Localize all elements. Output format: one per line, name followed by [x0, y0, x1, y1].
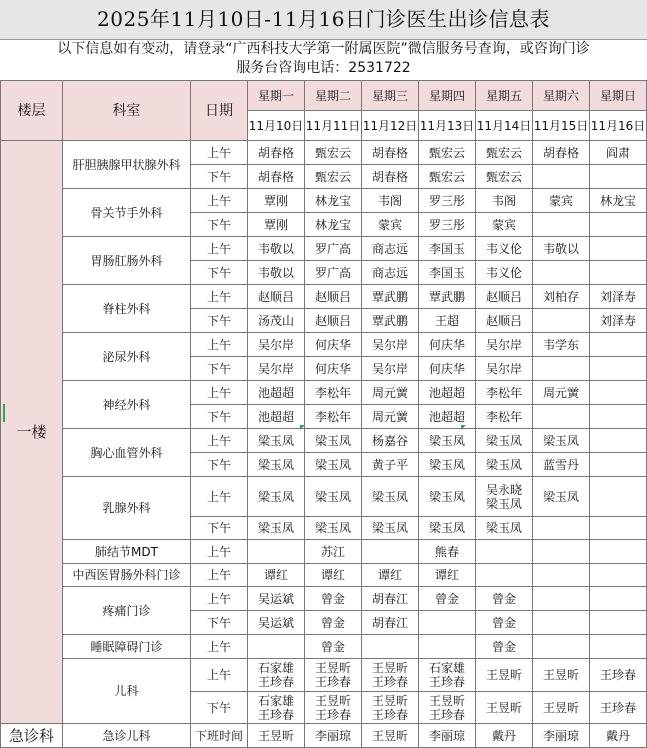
- doctor-cell: 吴尔岸: [476, 333, 533, 357]
- doctor-cell: 吴尔岸: [476, 357, 533, 381]
- table-row: [1, 635, 647, 659]
- doctor-cell: 黄子平: [362, 453, 419, 477]
- doctor-cell: 周元黉: [362, 381, 419, 405]
- doctor-cell: 吴尔岸: [248, 357, 305, 381]
- table-row: [1, 724, 647, 748]
- doctor-cell: 李丽琼: [533, 724, 590, 748]
- doctor-cell: 梁玉凤: [533, 429, 590, 453]
- doctor-cell: [248, 692, 305, 724]
- table-row: [1, 285, 647, 309]
- doctor-cell: 曾金: [305, 611, 362, 635]
- doctor-cell: 梁玉凤: [248, 429, 305, 453]
- period-label: 上午: [191, 141, 248, 165]
- doctor-cell: 蒙宾: [476, 213, 533, 237]
- doctor-cell: 赵顺吕: [305, 309, 362, 333]
- table-row: [1, 141, 647, 165]
- doctor-cell: [248, 540, 305, 564]
- doctor-cell: [590, 453, 647, 477]
- doctor-name: 王昱昕: [371, 661, 408, 675]
- doctor-cell: [590, 540, 647, 564]
- doctor-cell: 李松年: [476, 381, 533, 405]
- doctor-cell: 熊春: [419, 540, 476, 564]
- doctor-cell: [533, 540, 590, 564]
- doctor-cell: 曾金: [476, 611, 533, 635]
- doctor-cell: [533, 635, 590, 659]
- doctor-name: 王珍春: [314, 707, 351, 722]
- header-date-cell: 11月10日: [248, 111, 305, 141]
- period-label: 上午: [191, 189, 248, 213]
- doctor-cell: [533, 405, 590, 429]
- doctor-cell: 吴尔岸: [362, 357, 419, 381]
- doctor-cell: 梁玉凤: [419, 453, 476, 477]
- dept-name: 胃肠肛肠外科: [63, 237, 191, 285]
- doctor-cell: 曾金: [419, 587, 476, 611]
- doctor-cell: 韦阁: [476, 189, 533, 213]
- doctor-cell: 韦义伦: [476, 237, 533, 261]
- doctor-cell: 梁玉凤: [362, 477, 419, 517]
- period-label: 上午: [191, 333, 248, 357]
- doctor-cell: 梁玉凤: [476, 429, 533, 453]
- period-label: 上午: [191, 381, 248, 405]
- doctor-cell: 戴丹: [590, 724, 647, 748]
- doctor-cell: [476, 477, 533, 517]
- doctor-cell: 池超超: [419, 405, 476, 429]
- doctor-cell: [590, 357, 647, 381]
- doctor-cell: 梁玉凤: [362, 517, 419, 540]
- doctor-cell: 甄宏云: [476, 141, 533, 165]
- table-row: [1, 587, 647, 611]
- doctor-cell: 池超超: [419, 381, 476, 405]
- doctor-cell: 韦敬以: [248, 261, 305, 285]
- doctor-name: 王珍春: [314, 675, 351, 689]
- doctor-cell: 覃刚: [248, 189, 305, 213]
- doctor-cell: [533, 309, 590, 333]
- doctor-cell: [362, 692, 419, 724]
- doctor-name: 石家雄: [257, 661, 294, 675]
- doctor-cell: [419, 635, 476, 659]
- doctor-cell: 韦敬以: [248, 237, 305, 261]
- period-label: 下午: [191, 611, 248, 635]
- doctor-cell: 胡春格: [248, 165, 305, 189]
- doctor-cell: 胡春格: [248, 141, 305, 165]
- doctor-cell: 罗三彤: [419, 189, 476, 213]
- dept-name: 胸心血管外科: [63, 429, 191, 477]
- doctor-cell: 王珍春: [590, 692, 647, 724]
- doctor-cell: 商志远: [362, 261, 419, 285]
- doctor-cell: 林龙宝: [590, 189, 647, 213]
- table-row: [1, 564, 647, 587]
- doctor-cell: [533, 261, 590, 285]
- header-weekday: 星期日: [590, 81, 647, 111]
- dept-name: 儿科: [63, 659, 191, 724]
- doctor-cell: [590, 587, 647, 611]
- doctor-name: 王珍春: [371, 675, 408, 689]
- header-date-cell: 11月14日: [476, 111, 533, 141]
- doctor-cell: 梁玉凤: [476, 517, 533, 540]
- cell-comment-marker: [461, 425, 466, 430]
- header-date-cell: 11月13日: [419, 111, 476, 141]
- header-date-cell: 11月12日: [362, 111, 419, 141]
- doctor-cell: 蓝雪丹: [533, 453, 590, 477]
- doctor-name: 石家雄: [257, 693, 294, 708]
- period-label: 上午: [191, 477, 248, 517]
- period-label: 上午: [191, 635, 248, 659]
- doctor-cell: [419, 692, 476, 724]
- doctor-cell: 李松年: [476, 405, 533, 429]
- header-date-cell: 11月11日: [305, 111, 362, 141]
- doctor-cell: 商志远: [362, 237, 419, 261]
- doctor-cell: [248, 659, 305, 692]
- doctor-cell: [419, 611, 476, 635]
- doctor-cell: 谭红: [419, 564, 476, 587]
- doctor-cell: 甄宏云: [305, 141, 362, 165]
- doctor-cell: 曾金: [305, 635, 362, 659]
- doctor-name: 王珍春: [257, 675, 294, 689]
- doctor-cell: 梁玉凤: [248, 453, 305, 477]
- header-weekday: 星期五: [476, 81, 533, 111]
- doctor-cell: 谭红: [305, 564, 362, 587]
- header-date: 日期: [191, 81, 248, 141]
- doctor-cell: 王昱昕: [476, 659, 533, 692]
- doctor-cell: 梁玉凤: [419, 517, 476, 540]
- dept-name: 脊柱外科: [63, 285, 191, 333]
- table-row: [1, 189, 647, 213]
- doctor-cell: [590, 517, 647, 540]
- doctor-name: 王珍春: [428, 707, 465, 722]
- doctor-cell: [590, 165, 647, 189]
- doctor-cell: 甄宏云: [476, 165, 533, 189]
- period-label: 下午: [191, 453, 248, 477]
- doctor-cell: 李松年: [305, 381, 362, 405]
- doctor-cell: 甄宏云: [419, 165, 476, 189]
- doctor-cell: 池超超: [248, 405, 305, 429]
- dept-name: 骨关节手外科: [63, 189, 191, 237]
- period-label: 上午: [191, 429, 248, 453]
- doctor-name: 吴永晓: [485, 482, 522, 497]
- doctor-cell: 罗广高: [305, 261, 362, 285]
- doctor-cell: [419, 659, 476, 692]
- doctor-cell: 刘柏存: [533, 285, 590, 309]
- header-floor: 楼层: [1, 81, 63, 141]
- doctor-cell: [590, 611, 647, 635]
- doctor-cell: 王昱昕: [533, 659, 590, 692]
- doctor-cell: [476, 564, 533, 587]
- doctor-cell: [590, 213, 647, 237]
- page-title: 2025年11月10日-11月16日门诊医生出诊信息表: [0, 0, 647, 40]
- doctor-cell: 梁玉凤: [419, 429, 476, 453]
- dept-name: 肺结节MDT: [63, 540, 191, 564]
- period-label: 下午: [191, 261, 248, 285]
- doctor-name: 王珍春: [257, 707, 294, 722]
- table-row: [1, 659, 647, 692]
- header-date-cell: 11月15日: [533, 111, 590, 141]
- doctor-cell: 梁玉凤: [305, 429, 362, 453]
- table-row: [1, 477, 647, 517]
- doctor-name: 王昱昕: [371, 693, 408, 708]
- header-date-cell: 11月16日: [590, 111, 647, 141]
- doctor-cell: 谭红: [248, 564, 305, 587]
- doctor-cell: 汤茂山: [248, 309, 305, 333]
- doctor-name: 王昱昕: [314, 693, 351, 708]
- header-dept: 科室: [63, 81, 191, 141]
- doctor-cell: [533, 213, 590, 237]
- doctor-cell: [305, 692, 362, 724]
- doctor-cell: 曾金: [476, 587, 533, 611]
- dept-name: 乳腺外科: [63, 477, 191, 540]
- doctor-cell: 刘泽寿: [590, 285, 647, 309]
- doctor-cell: 韦敬以: [533, 237, 590, 261]
- doctor-cell: [476, 540, 533, 564]
- doctor-cell: 王昱昕: [362, 724, 419, 748]
- doctor-cell: 周元黉: [533, 381, 590, 405]
- period-label: 下午: [191, 517, 248, 540]
- doctor-cell: 吴尔岸: [362, 333, 419, 357]
- doctor-cell: 李松年: [305, 405, 362, 429]
- schedule-table: [0, 80, 647, 748]
- doctor-cell: 罗广高: [305, 237, 362, 261]
- period-label: 下午: [191, 405, 248, 429]
- header-weekday: 星期一: [248, 81, 305, 111]
- doctor-cell: 何庆华: [305, 357, 362, 381]
- doctor-cell: 胡春格: [533, 141, 590, 165]
- doctor-cell: 王昱昕: [248, 724, 305, 748]
- dept-name: 急诊儿科: [63, 724, 191, 748]
- doctor-cell: [533, 564, 590, 587]
- doctor-cell: 林龙宝: [305, 189, 362, 213]
- doctor-cell: 曾金: [305, 587, 362, 611]
- doctor-name: 梁玉凤: [485, 496, 522, 511]
- doctor-cell: [248, 635, 305, 659]
- doctor-cell: 赵顺吕: [476, 285, 533, 309]
- doctor-cell: 何庆华: [305, 333, 362, 357]
- doctor-cell: 何庆华: [419, 333, 476, 357]
- dept-name: 神经外科: [63, 381, 191, 429]
- doctor-cell: 梁玉凤: [305, 453, 362, 477]
- doctor-cell: 胡春格: [362, 165, 419, 189]
- doctor-cell: [590, 477, 647, 517]
- period-label: 上午: [191, 564, 248, 587]
- notice-line-1: 以下信息如有变动，请登录“广西科技大学第一附属医院”微信服务号查询，或咨询门诊: [57, 41, 590, 57]
- doctor-cell: 李丽琼: [419, 724, 476, 748]
- doctor-cell: [590, 405, 647, 429]
- doctor-cell: 阎肃: [590, 141, 647, 165]
- doctor-cell: 吴运斌: [248, 587, 305, 611]
- doctor-cell: [362, 540, 419, 564]
- doctor-cell: 梁玉凤: [476, 453, 533, 477]
- doctor-cell: 梁玉凤: [305, 477, 362, 517]
- floor-label: 一楼: [1, 141, 63, 724]
- dept-name: 肝胆胰腺甲状腺外科: [63, 141, 191, 189]
- notice-line-2: 服务台咨询电话：2531722: [236, 60, 411, 76]
- doctor-cell: 李丽琼: [305, 724, 362, 748]
- doctor-cell: 覃武鹏: [362, 309, 419, 333]
- doctor-cell: [590, 564, 647, 587]
- doctor-cell: 韦学东: [533, 333, 590, 357]
- doctor-cell: 周元黉: [362, 405, 419, 429]
- doctor-cell: [590, 261, 647, 285]
- doctor-cell: 梁玉凤: [248, 517, 305, 540]
- cell-comment-marker: [300, 425, 305, 430]
- doctor-cell: 赵顺吕: [476, 309, 533, 333]
- doctor-cell: [533, 357, 590, 381]
- doctor-cell: 王珍春: [590, 659, 647, 692]
- doctor-cell: 覃武鹏: [419, 285, 476, 309]
- doctor-name: 王昱昕: [314, 661, 351, 675]
- doctor-cell: 王超: [419, 309, 476, 333]
- doctor-cell: [362, 635, 419, 659]
- doctor-cell: [533, 587, 590, 611]
- dept-name: 泌尿外科: [63, 333, 191, 381]
- dept-name: 疼痛门诊: [63, 587, 191, 635]
- doctor-cell: 韦阁: [362, 189, 419, 213]
- doctor-cell: 吴运斌: [248, 611, 305, 635]
- doctor-cell: [590, 381, 647, 405]
- period-label: 下午: [191, 165, 248, 189]
- doctor-cell: [305, 659, 362, 692]
- doctor-cell: [533, 517, 590, 540]
- doctor-cell: 胡春江: [362, 611, 419, 635]
- notice: [0, 40, 647, 81]
- doctor-cell: 王昱昕: [533, 692, 590, 724]
- period-label: 下午: [191, 357, 248, 381]
- doctor-cell: 梁玉凤: [305, 517, 362, 540]
- doctor-cell: 梁玉凤: [419, 477, 476, 517]
- table-row: [1, 540, 647, 564]
- doctor-cell: 韦义伦: [476, 261, 533, 285]
- doctor-cell: 李国玉: [419, 237, 476, 261]
- doctor-cell: 蒙宾: [533, 189, 590, 213]
- doctor-cell: 何庆华: [419, 357, 476, 381]
- table-row: [1, 333, 647, 357]
- doctor-name: 王珍春: [371, 707, 408, 722]
- dept-name: 睡眠障碍门诊: [63, 635, 191, 659]
- doctor-name: 王昱昕: [428, 693, 465, 708]
- doctor-cell: 杨嘉谷: [362, 429, 419, 453]
- doctor-cell: 罗三彤: [419, 213, 476, 237]
- header-weekday: 星期三: [362, 81, 419, 111]
- doctor-cell: 梁玉凤: [533, 477, 590, 517]
- doctor-cell: 胡春格: [362, 141, 419, 165]
- floor-label: 急诊科: [1, 724, 63, 748]
- doctor-cell: 甄宏云: [419, 141, 476, 165]
- doctor-cell: 池超超: [248, 381, 305, 405]
- header-weekday: 星期二: [305, 81, 362, 111]
- period-label: 上午: [191, 587, 248, 611]
- doctor-cell: 谭红: [362, 564, 419, 587]
- selection-marker: [3, 404, 5, 422]
- period-label: 下午: [191, 692, 248, 724]
- doctor-cell: [533, 611, 590, 635]
- doctor-cell: 蒙宾: [362, 213, 419, 237]
- doctor-cell: [590, 237, 647, 261]
- doctor-cell: [590, 333, 647, 357]
- doctor-cell: 戴丹: [476, 724, 533, 748]
- period-label: 下午: [191, 213, 248, 237]
- period-label: 下班时间: [191, 724, 248, 748]
- doctor-cell: [362, 659, 419, 692]
- table-row: [1, 429, 647, 453]
- doctor-cell: 胡春江: [362, 587, 419, 611]
- doctor-cell: 刘泽寿: [590, 309, 647, 333]
- doctor-cell: 曾金: [476, 635, 533, 659]
- period-label: 上午: [191, 285, 248, 309]
- period-label: 上午: [191, 540, 248, 564]
- doctor-cell: 赵顺吕: [305, 285, 362, 309]
- table-row: [1, 237, 647, 261]
- doctor-cell: 覃刚: [248, 213, 305, 237]
- doctor-cell: [533, 165, 590, 189]
- doctor-cell: 赵顺吕: [248, 285, 305, 309]
- doctor-cell: [590, 429, 647, 453]
- doctor-name: 王珍春: [428, 675, 465, 689]
- period-label: 下午: [191, 309, 248, 333]
- doctor-name: 石家雄: [428, 661, 465, 675]
- doctor-cell: 李国玉: [419, 261, 476, 285]
- doctor-cell: 梁玉凤: [248, 477, 305, 517]
- doctor-cell: 王昱昕: [476, 692, 533, 724]
- period-label: 上午: [191, 659, 248, 692]
- dept-name: 中西医胃肠外科门诊: [63, 564, 191, 587]
- header-weekday: 星期四: [419, 81, 476, 111]
- doctor-cell: 苏江: [305, 540, 362, 564]
- doctor-cell: 甄宏云: [305, 165, 362, 189]
- period-label: 上午: [191, 237, 248, 261]
- doctor-cell: 林龙宝: [305, 213, 362, 237]
- header-weekday: 星期六: [533, 81, 590, 111]
- table-row: [1, 381, 647, 405]
- doctor-cell: [590, 635, 647, 659]
- doctor-cell: 吴尔岸: [248, 333, 305, 357]
- doctor-cell: 覃武鹏: [362, 285, 419, 309]
